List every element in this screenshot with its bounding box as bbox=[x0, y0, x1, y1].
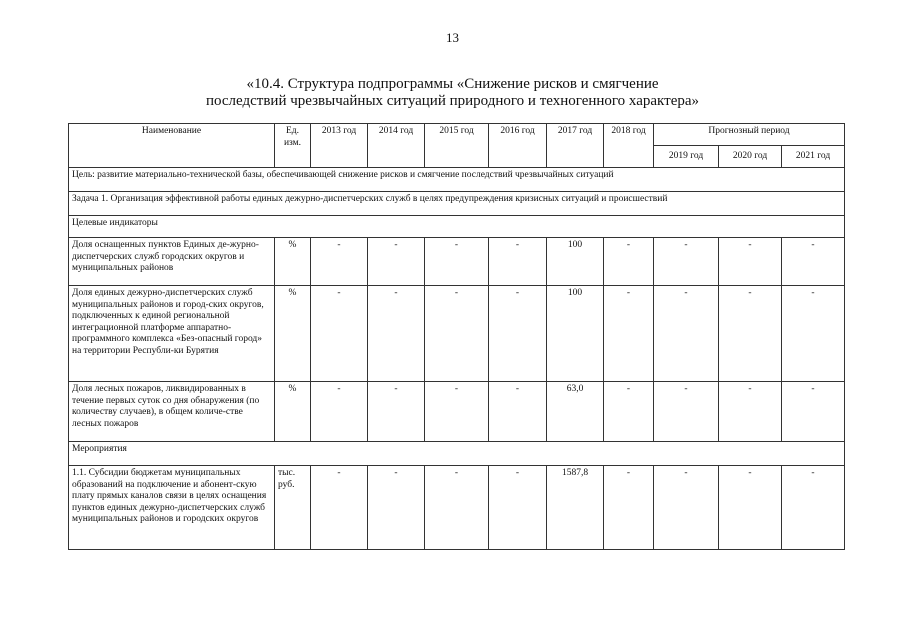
value-2021: - bbox=[782, 382, 845, 442]
header-row-1 bbox=[69, 124, 845, 146]
header-name: Наименование bbox=[69, 124, 275, 168]
measures-section-row bbox=[69, 442, 845, 466]
title-line-1: «10.4. Структура подпрограммы «Снижение рисков и смягчение bbox=[246, 76, 659, 92]
task-row bbox=[69, 192, 845, 216]
goal-row bbox=[69, 168, 845, 192]
measure-name: 1.1. Субсидии бюджетам муниципальных образований на подключение и абонент-скую плату прямых каналов связи в целях оснащения пунктов единых дежурно-диспетчерских служб муниципальных районов и городских округов bbox=[69, 466, 275, 550]
value-2017: 63,0 bbox=[547, 382, 604, 442]
value-2016: - bbox=[489, 286, 547, 382]
page-number: 13 bbox=[446, 30, 459, 45]
value-2017: 100 bbox=[547, 238, 604, 286]
value-2019: - bbox=[654, 382, 719, 442]
value-2014: - bbox=[368, 286, 425, 382]
value-2021: - bbox=[782, 286, 845, 382]
indicators-section-row bbox=[69, 216, 845, 238]
value-2016: - bbox=[489, 238, 547, 286]
value-2017: 100 bbox=[547, 286, 604, 382]
value-2020: - bbox=[719, 238, 782, 286]
subprogram-structure-table bbox=[68, 123, 845, 550]
value-2013: - bbox=[311, 382, 368, 442]
value-2015: - bbox=[425, 286, 489, 382]
value-2021: - bbox=[782, 466, 845, 550]
measure-unit: тыс. руб. bbox=[275, 466, 311, 550]
header-year-2020: 2020 год bbox=[719, 146, 782, 168]
value-2021: - bbox=[782, 238, 845, 286]
value-2017: 1587,8 bbox=[547, 466, 604, 550]
value-2018: - bbox=[604, 382, 654, 442]
goal-text: Цель: развитие материально-технической базы, обеспечивающей снижение рисков и смягчение последствий чрезвычайных ситуаций bbox=[69, 168, 845, 192]
value-2016: - bbox=[489, 382, 547, 442]
header-year-2019: 2019 год bbox=[654, 146, 719, 168]
header-year-2017: 2017 год bbox=[547, 124, 604, 168]
header-year-2014: 2014 год bbox=[368, 124, 425, 168]
header-forecast-period: Прогнозный период bbox=[654, 124, 845, 146]
value-2019: - bbox=[654, 466, 719, 550]
indicators-label: Целевые индикаторы bbox=[69, 216, 845, 238]
value-2015: - bbox=[425, 238, 489, 286]
indicator-name: Доля единых дежурно-диспетчерских служб муниципальных районов и город-ских округов, подключенных к единой региональной интеграционной платформе аппаратно-программного комплекса «Без-опасный город» на территории Республи-ки Бурятия bbox=[69, 286, 275, 382]
indicator-unit: % bbox=[275, 286, 311, 382]
header-year-2021: 2021 год bbox=[782, 146, 845, 168]
header-year-2016: 2016 год bbox=[489, 124, 547, 168]
value-2013: - bbox=[311, 238, 368, 286]
table-row bbox=[69, 286, 845, 382]
header-unit: Ед. изм. bbox=[275, 124, 311, 168]
header-year-2015: 2015 год bbox=[425, 124, 489, 168]
value-2018: - bbox=[604, 286, 654, 382]
table-row bbox=[69, 238, 845, 286]
indicator-unit: % bbox=[275, 238, 311, 286]
value-2015: - bbox=[425, 382, 489, 442]
table-row bbox=[69, 466, 845, 550]
value-2018: - bbox=[604, 238, 654, 286]
task-text: Задача 1. Организация эффективной работы единых дежурно-диспетчерских служб в целях предупреждения кризисных ситуаций и происшествий bbox=[69, 192, 845, 216]
value-2018: - bbox=[604, 466, 654, 550]
table-row bbox=[69, 382, 845, 442]
value-2019: - bbox=[654, 286, 719, 382]
value-2014: - bbox=[368, 382, 425, 442]
value-2020: - bbox=[719, 382, 782, 442]
value-2019: - bbox=[654, 238, 719, 286]
value-2020: - bbox=[719, 466, 782, 550]
document-title bbox=[0, 76, 905, 110]
value-2013: - bbox=[311, 466, 368, 550]
header-year-2013: 2013 год bbox=[311, 124, 368, 168]
indicator-unit: % bbox=[275, 382, 311, 442]
value-2020: - bbox=[719, 286, 782, 382]
header-year-2018: 2018 год bbox=[604, 124, 654, 168]
measures-label: Мероприятия bbox=[69, 442, 845, 466]
value-2016: - bbox=[489, 466, 547, 550]
value-2014: - bbox=[368, 238, 425, 286]
value-2014: - bbox=[368, 466, 425, 550]
value-2015: - bbox=[425, 466, 489, 550]
indicator-name: Доля лесных пожаров, ликвидированных в течение первых суток со дня обнаружения (по количеству случаев), в общем количе-стве лесных пожаров bbox=[69, 382, 275, 442]
title-line-2: последствий чрезвычайных ситуаций природного и техногенного характера» bbox=[205, 93, 700, 109]
indicator-name: Доля оснащенных пунктов Единых де-журно-диспетчерских служб городских округов и муниципальных районов bbox=[69, 238, 275, 286]
value-2013: - bbox=[311, 286, 368, 382]
